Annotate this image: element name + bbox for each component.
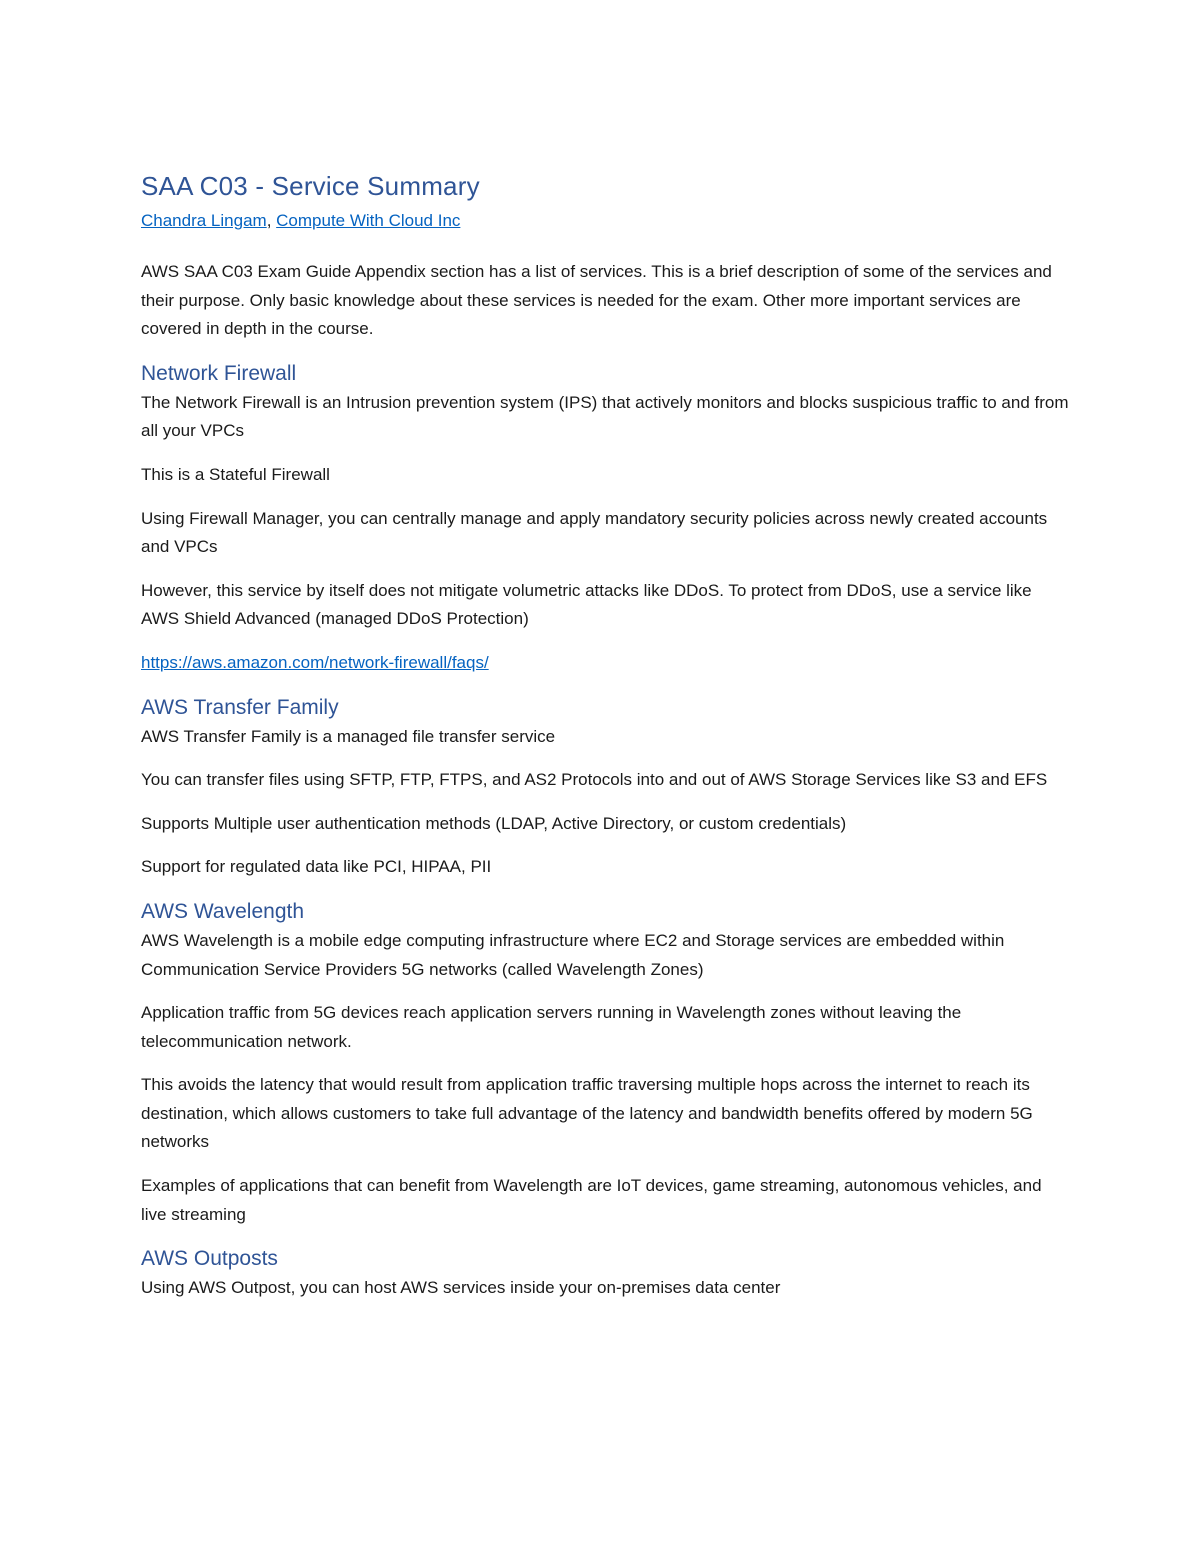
transfer-family-paragraph: Supports Multiple user authentication methods (LDAP, Active Directory, or custom credentials): [141, 813, 847, 833]
network-firewall-faq-line: [141, 649, 1071, 678]
intro-paragraph: AWS SAA C03 Exam Guide Appendix section has a list of services. This is a brief description of some of the services and their purpose. Only basic knowledge about these services is needed for the exam. Other more important services are covered in depth in the course.: [141, 262, 1052, 339]
transfer-family-paragraph: AWS Transfer Family is a managed file transfer service: [141, 726, 556, 746]
transfer-family-paragraph: Support for regulated data like PCI, HIPAA, PII: [141, 857, 492, 877]
network-firewall-paragraph: The Network Firewall is an Intrusion prevention system (IPS) that actively monitors and blocks suspicious traffic to and from all your VPCs: [141, 392, 1069, 441]
section-heading-wavelength: AWS Wavelength: [141, 899, 305, 923]
section-heading-outposts: AWS Outposts: [141, 1247, 278, 1271]
network-firewall-paragraph: This is a Stateful Firewall: [141, 464, 330, 484]
wavelength-paragraph: Examples of applications that can benefit from Wavelength are IoT devices, game streaming, autonomous vehicles, and live streaming: [141, 1176, 1042, 1224]
section-heading-network-firewall: Network Firewall: [141, 361, 297, 385]
transfer-family-paragraph: You can transfer files using SFTP, FTP, FTPS, and AS2 Protocols into and out of AWS Storage Services like S3 and EFS: [141, 770, 1048, 790]
outposts-paragraph: Using AWS Outpost, you can host AWS services inside your on-premises data center: [141, 1278, 781, 1298]
author-link[interactable]: Chandra Lingam: [141, 211, 267, 230]
byline: [141, 208, 1071, 234]
network-firewall-faq-link[interactable]: https://aws.amazon.com/network-firewall/faqs/: [141, 652, 489, 672]
wavelength-paragraph: Application traffic from 5G devices reach application servers running in Wavelength zones without leaving the telecommunication network.: [141, 1003, 962, 1051]
wavelength-paragraph: AWS Wavelength is a mobile edge computing infrastructure where EC2 and Storage services are embedded within Communication Service Providers 5G networks (called Wavelength Zones): [141, 930, 1005, 979]
document-page: [141, 168, 1071, 1303]
wavelength-paragraph: This avoids the latency that would result from application traffic traversing multiple hops across the internet to reach its destination, which allows customers to take full advantage of the latency and bandwidth benefits offered by modern 5G networks: [141, 1075, 1033, 1152]
document-title: SAA C03 - Service Summary: [141, 171, 480, 201]
network-firewall-paragraph: Using Firewall Manager, you can centrally manage and apply mandatory security policies across newly created accounts and VPCs: [141, 508, 1048, 557]
byline-separator: ,: [266, 211, 277, 230]
organization-link[interactable]: Compute With Cloud Inc: [276, 211, 461, 230]
section-heading-transfer-family: AWS Transfer Family: [141, 695, 339, 719]
network-firewall-paragraph: However, this service by itself does not mitigate volumetric attacks like DDoS. To protect from DDoS, use a service like AWS Shield Advanced (managed DDoS Protection): [141, 580, 1032, 629]
